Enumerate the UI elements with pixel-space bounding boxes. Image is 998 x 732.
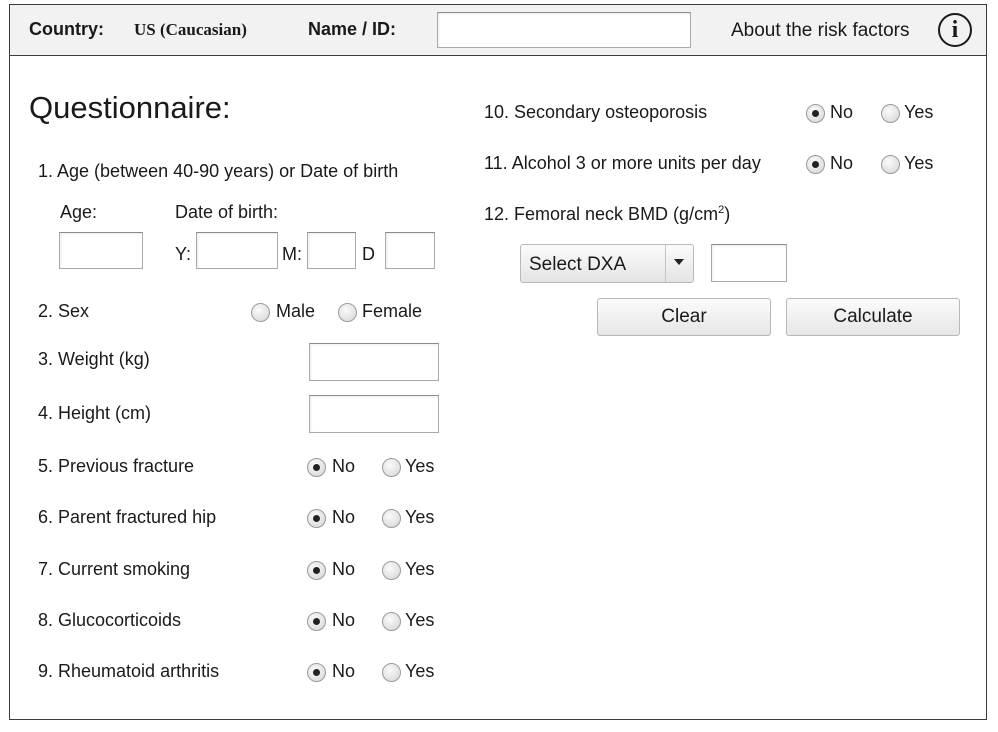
q7-yes-label: Yes (405, 559, 435, 579)
q10-yes-label: Yes (904, 102, 934, 122)
q8-yes-label: Yes (405, 610, 435, 630)
country-label: Country: (29, 19, 104, 39)
dob-day-input[interactable] (385, 232, 435, 269)
q5-no-radio[interactable] (307, 458, 326, 477)
about-risk-factors-link[interactable]: About the risk factors (731, 20, 910, 41)
q8-no-label: No (332, 610, 356, 630)
weight-input[interactable] (309, 343, 439, 381)
dob-year-label: Y: (175, 244, 192, 264)
calculate-button[interactable]: Calculate (786, 298, 960, 336)
q6-no-radio[interactable] (307, 509, 326, 528)
q5-yes-radio[interactable] (382, 458, 401, 477)
question-9-label: 9. Rheumatoid arthritis (38, 661, 220, 681)
q7-no-label: No (332, 559, 356, 579)
q8-no-radio[interactable] (307, 612, 326, 631)
question-4-label: 4. Height (cm) (38, 403, 152, 423)
question-6-label: 6. Parent fractured hip (38, 507, 217, 527)
sex-male-radio[interactable] (251, 303, 270, 322)
country-value: US (Caucasian) (134, 20, 247, 39)
age-label: Age: (60, 202, 98, 222)
question-2-label: 2. Sex (38, 301, 90, 321)
dxa-select[interactable] (520, 244, 694, 283)
q5-no-label: No (332, 456, 356, 476)
question-8-label: 8. Glucocorticoids (38, 610, 182, 630)
question-3-label: 3. Weight (kg) (38, 349, 150, 369)
bmd-input[interactable] (711, 244, 787, 282)
clear-button[interactable]: Clear (597, 298, 771, 336)
q9-no-label: No (332, 661, 356, 681)
q7-no-radio[interactable] (307, 561, 326, 580)
q11-no-label: No (830, 153, 854, 173)
dob-month-label: M: (282, 244, 302, 264)
q9-yes-radio[interactable] (382, 663, 401, 682)
sex-male-label: Male (276, 301, 316, 321)
height-input[interactable] (309, 395, 439, 433)
q10-no-radio[interactable] (806, 104, 825, 123)
q6-yes-label: Yes (405, 507, 435, 527)
dob-day-label: D (362, 244, 375, 264)
dob-label: Date of birth: (175, 202, 279, 222)
dob-year-input[interactable] (196, 232, 278, 269)
name-id-label: Name / ID: (308, 19, 397, 39)
q8-yes-radio[interactable] (382, 612, 401, 631)
question-5-label: 5. Previous fracture (38, 456, 195, 476)
q9-yes-label: Yes (405, 661, 435, 681)
q9-no-radio[interactable] (307, 663, 326, 682)
q10-yes-radio[interactable] (881, 104, 900, 123)
sex-female-radio[interactable] (338, 303, 357, 322)
q11-yes-radio[interactable] (881, 155, 900, 174)
question-11-label: 11. Alcohol 3 or more units per day (484, 153, 761, 173)
chevron-down-icon (674, 259, 684, 265)
age-input[interactable] (59, 232, 143, 269)
page-title: Questionnaire: (29, 90, 231, 125)
question-7-label: 7. Current smoking (38, 559, 191, 579)
info-icon[interactable]: i (938, 13, 972, 47)
dob-month-input[interactable] (307, 232, 356, 269)
q10-no-label: No (830, 102, 854, 122)
q5-yes-label: Yes (405, 456, 435, 476)
select-divider (665, 245, 666, 282)
q6-yes-radio[interactable] (382, 509, 401, 528)
question-1-label: 1. Age (between 40-90 years) or Date of birth (38, 161, 399, 181)
question-10-label: 10. Secondary osteoporosis (484, 102, 708, 122)
q6-no-label: No (332, 507, 356, 527)
q7-yes-radio[interactable] (382, 561, 401, 580)
q11-no-radio[interactable] (806, 155, 825, 174)
name-id-input[interactable] (437, 12, 691, 48)
q11-yes-label: Yes (904, 153, 934, 173)
sex-female-label: Female (362, 301, 423, 321)
dxa-select-value: Select DXA (529, 254, 627, 275)
question-12-label: 12. Femoral neck BMD $(g/cm^2)$ (484, 204, 731, 224)
